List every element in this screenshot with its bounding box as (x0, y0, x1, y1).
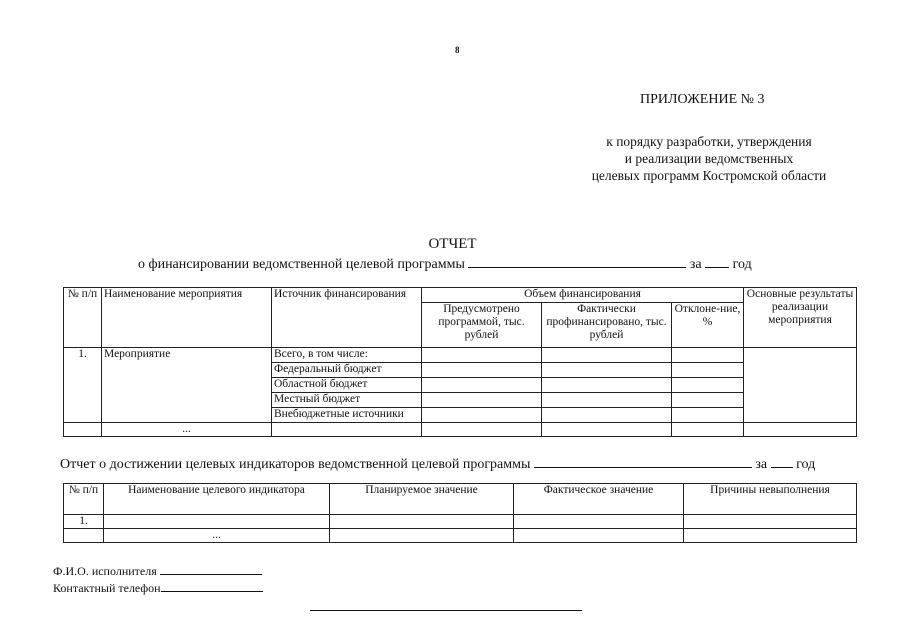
table-cell[interactable] (272, 423, 422, 437)
ind-header-reasons: Причины невыполнения (684, 484, 857, 515)
ind-header-planned: Планируемое значение (330, 484, 514, 515)
table-cell[interactable] (672, 378, 744, 393)
col-header-actual: Фактически профинансировано, тыс. рублей (542, 303, 672, 348)
table-cell[interactable] (684, 529, 857, 543)
report-title: ОТЧЕТ (428, 236, 477, 252)
results-cell[interactable] (744, 348, 857, 423)
table-cell[interactable] (542, 363, 672, 378)
ind-ellipsis-cell: ... (104, 529, 330, 543)
table-cell[interactable] (422, 378, 542, 393)
source-cell: Местный бюджет (272, 393, 422, 408)
program-name-blank (468, 255, 686, 268)
col-header-num: № п/п (64, 288, 102, 348)
row-activity-name: Мероприятие (102, 348, 272, 423)
table-cell[interactable] (744, 423, 857, 437)
table-cell[interactable] (542, 393, 672, 408)
table-cell[interactable] (542, 423, 672, 437)
indicators-title-text: Отчет о достижении целевых индикаторов ведомственной целевой программы (60, 457, 531, 472)
table-cell[interactable] (542, 378, 672, 393)
table-cell[interactable] (514, 529, 684, 543)
table-cell[interactable] (64, 529, 104, 543)
source-cell: Областной бюджет (272, 378, 422, 393)
indicators-god: год (796, 457, 816, 472)
year-blank (771, 455, 793, 468)
indicators-za: за (755, 457, 768, 472)
table-cell[interactable] (104, 515, 330, 529)
table-cell[interactable] (422, 408, 542, 423)
table-cell[interactable] (422, 423, 542, 437)
phone-label: Контактный телефон (53, 581, 161, 595)
source-cell: Всего, в том числе: (272, 348, 422, 363)
table-cell[interactable] (422, 348, 542, 363)
col-header-results: Основные результаты реализации мероприятия (744, 288, 857, 348)
col-header-planned: Предусмотрено программой, тыс. рублей (422, 303, 542, 348)
year-blank (705, 255, 729, 268)
closing-rule (310, 610, 582, 611)
report-god: год (732, 257, 752, 272)
financing-table (63, 287, 857, 437)
table-cell[interactable] (64, 423, 102, 437)
program-name-blank (534, 455, 752, 468)
signature-block (53, 562, 263, 596)
ellipsis-cell: ... (102, 423, 272, 437)
col-header-name: Наименование мероприятия (102, 288, 272, 348)
col-header-deviation: Отклоне-ние, % (672, 303, 744, 348)
indicators-table (63, 483, 857, 543)
table-cell[interactable] (672, 408, 744, 423)
report-za: за (689, 257, 702, 272)
report-subtitle (138, 255, 752, 273)
report-subtitle-text: о финансировании ведомственной целевой программы (138, 257, 465, 272)
table-cell[interactable] (672, 423, 744, 437)
col-header-volume: Объем финансирования (422, 288, 744, 303)
row-number: 1. (64, 348, 102, 423)
table-cell[interactable] (514, 515, 684, 529)
appendix-subtitle (579, 133, 839, 184)
appendix-subtitle-line: и реализации ведомственных (624, 151, 794, 166)
ind-header-actual: Фактическое значение (514, 484, 684, 515)
table-cell[interactable] (422, 393, 542, 408)
appendix-subtitle-line: к порядку разработки, утверждения (606, 134, 812, 149)
appendix-title: ПРИЛОЖЕНИЕ № 3 (640, 92, 765, 107)
table-cell[interactable] (672, 393, 744, 408)
table-cell[interactable] (330, 529, 514, 543)
table-cell[interactable] (672, 348, 744, 363)
source-cell: Внебюджетные источники (272, 408, 422, 423)
table-cell[interactable] (542, 348, 672, 363)
table-cell[interactable] (330, 515, 514, 529)
executor-line (53, 562, 263, 579)
table-cell[interactable] (422, 363, 542, 378)
phone-blank[interactable] (161, 579, 263, 592)
appendix-subtitle-line: целевых программ Костромской области (591, 168, 827, 183)
source-cell: Федеральный бюджет (272, 363, 422, 378)
executor-blank[interactable] (160, 562, 262, 575)
col-header-source: Источник финансирования (272, 288, 422, 348)
indicators-title (60, 455, 815, 473)
phone-line (53, 579, 263, 596)
table-cell[interactable] (542, 408, 672, 423)
executor-label: Ф.И.О. исполнителя (53, 564, 157, 578)
table-cell[interactable] (684, 515, 857, 529)
ind-header-num: № п/п (64, 484, 104, 515)
ind-header-name: Наименование целевого индикатора (104, 484, 330, 515)
ind-row-number: 1. (64, 515, 104, 529)
page-number: 8 (455, 45, 460, 55)
table-cell[interactable] (672, 363, 744, 378)
